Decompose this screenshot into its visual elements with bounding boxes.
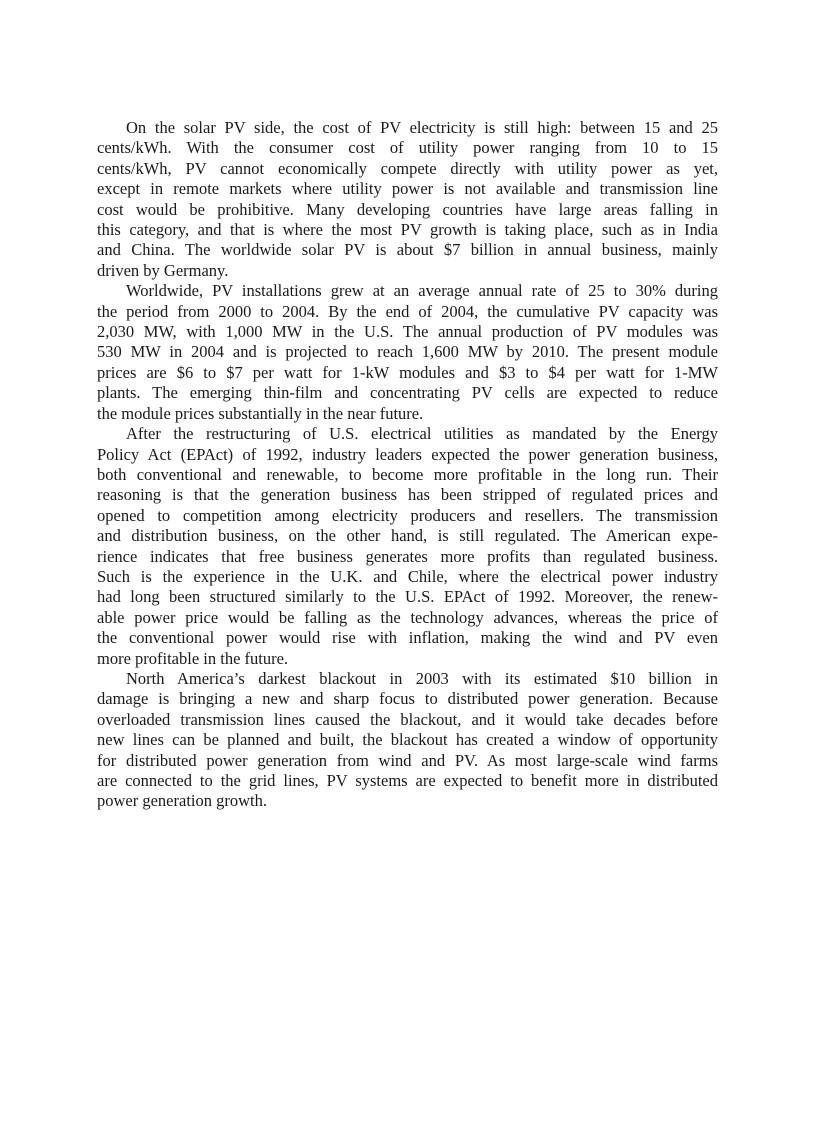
- text-line: On the solar PV side, the cost of PV electricity is still high: between 15 and 25: [126, 118, 718, 137]
- text-line: Worldwide, PV installations grew at an average annual rate of 25 to 30% during: [126, 281, 718, 301]
- paragraph-blackout: [97, 669, 718, 812]
- text-line: except in remote markets where utility power is not available and transmission line: [97, 179, 718, 199]
- text-line: are connected to the grid lines, PV systems are expected to benefit more in distributed: [97, 771, 718, 790]
- text-line: driven by Germany.: [97, 260, 229, 280]
- text-line: Such is the experience in the U.K. and Chile, where the electrical power industry: [97, 566, 718, 586]
- text-line: both conventional and renewable, to become more profitable in the long run. Their: [97, 464, 718, 484]
- text-line: 2,030 MW, with 1,000 MW in the U.S. The annual production of PV modules was: [97, 322, 718, 342]
- text-line: opened to competition among electricity producers and resellers. The transmission: [97, 505, 718, 525]
- text-line: new lines can be planned and built, the blackout has created a window of opportunity: [97, 730, 718, 750]
- text-line: for distributed power generation from wind and PV. As most large-scale wind farms: [97, 750, 718, 770]
- text-line: power generation growth.: [97, 791, 267, 811]
- text-line: cost would be prohibitive. Many developing countries have large areas falling in: [97, 199, 718, 219]
- paragraph-solar-pv-cost: [97, 118, 718, 281]
- text-line: more profitable in the future.: [97, 648, 289, 668]
- text-line: rience indicates that free business generates more profits than regulated business.: [97, 546, 718, 566]
- text-line: reasoning is that the generation business has been stripped of regulated prices and: [97, 485, 718, 505]
- text-line: and China. The worldwide solar PV is about $7 billion in annual business, mainly: [97, 240, 718, 260]
- text-line: able power price would be falling as the technology advances, whereas the price of: [97, 607, 718, 627]
- paragraph-utility-restructuring: [97, 424, 718, 669]
- text-line: 530 MW in 2004 and is projected to reach 1,600 MW by 2010. The present module: [97, 342, 718, 362]
- text-line: cents/kWh. With the consumer cost of utility power ranging from 10 to 15: [97, 138, 718, 158]
- text-line: Policy Act (EPAct) of 1992, industry leaders expected the power generation business,: [97, 444, 718, 464]
- text-line: damage is bringing a new and sharp focus to distributed power generation. Because: [97, 689, 718, 709]
- text-line: overloaded transmission lines caused the blackout, and it would take decades before: [97, 709, 718, 729]
- text-line: this category, and that is where the most PV growth is taking place, such as in India: [97, 220, 718, 240]
- text-line: After the restructuring of U.S. electrical utilities as mandated by the Energy: [126, 424, 718, 444]
- text-line: prices are $6 to $7 per watt for 1-kW modules and $3 to $4 per watt for 1-MW: [97, 362, 718, 382]
- text-line: cents/kWh, PV cannot economically compete directly with utility power as yet,: [97, 158, 718, 178]
- text-line: plants. The emerging thin-film and concentrating PV cells are expected to reduce: [97, 383, 718, 403]
- text-line: the period from 2000 to 2004. By the end of 2004, the cumulative PV capacity was: [97, 301, 718, 321]
- text-line: the conventional power would rise with inflation, making the wind and PV even: [97, 628, 718, 648]
- body-text: [97, 118, 718, 812]
- text-line: the module prices substantially in the near future.: [97, 403, 424, 423]
- paragraph-pv-installations: [97, 281, 718, 424]
- text-line: had long been structured similarly to the U.S. EPAct of 1992. Moreover, the renew-: [97, 587, 718, 607]
- text-line: and distribution business, on the other hand, is still regulated. The American expe-: [97, 526, 718, 546]
- text-line: North America’s darkest blackout in 2003 with its estimated $10 billion in: [126, 668, 718, 688]
